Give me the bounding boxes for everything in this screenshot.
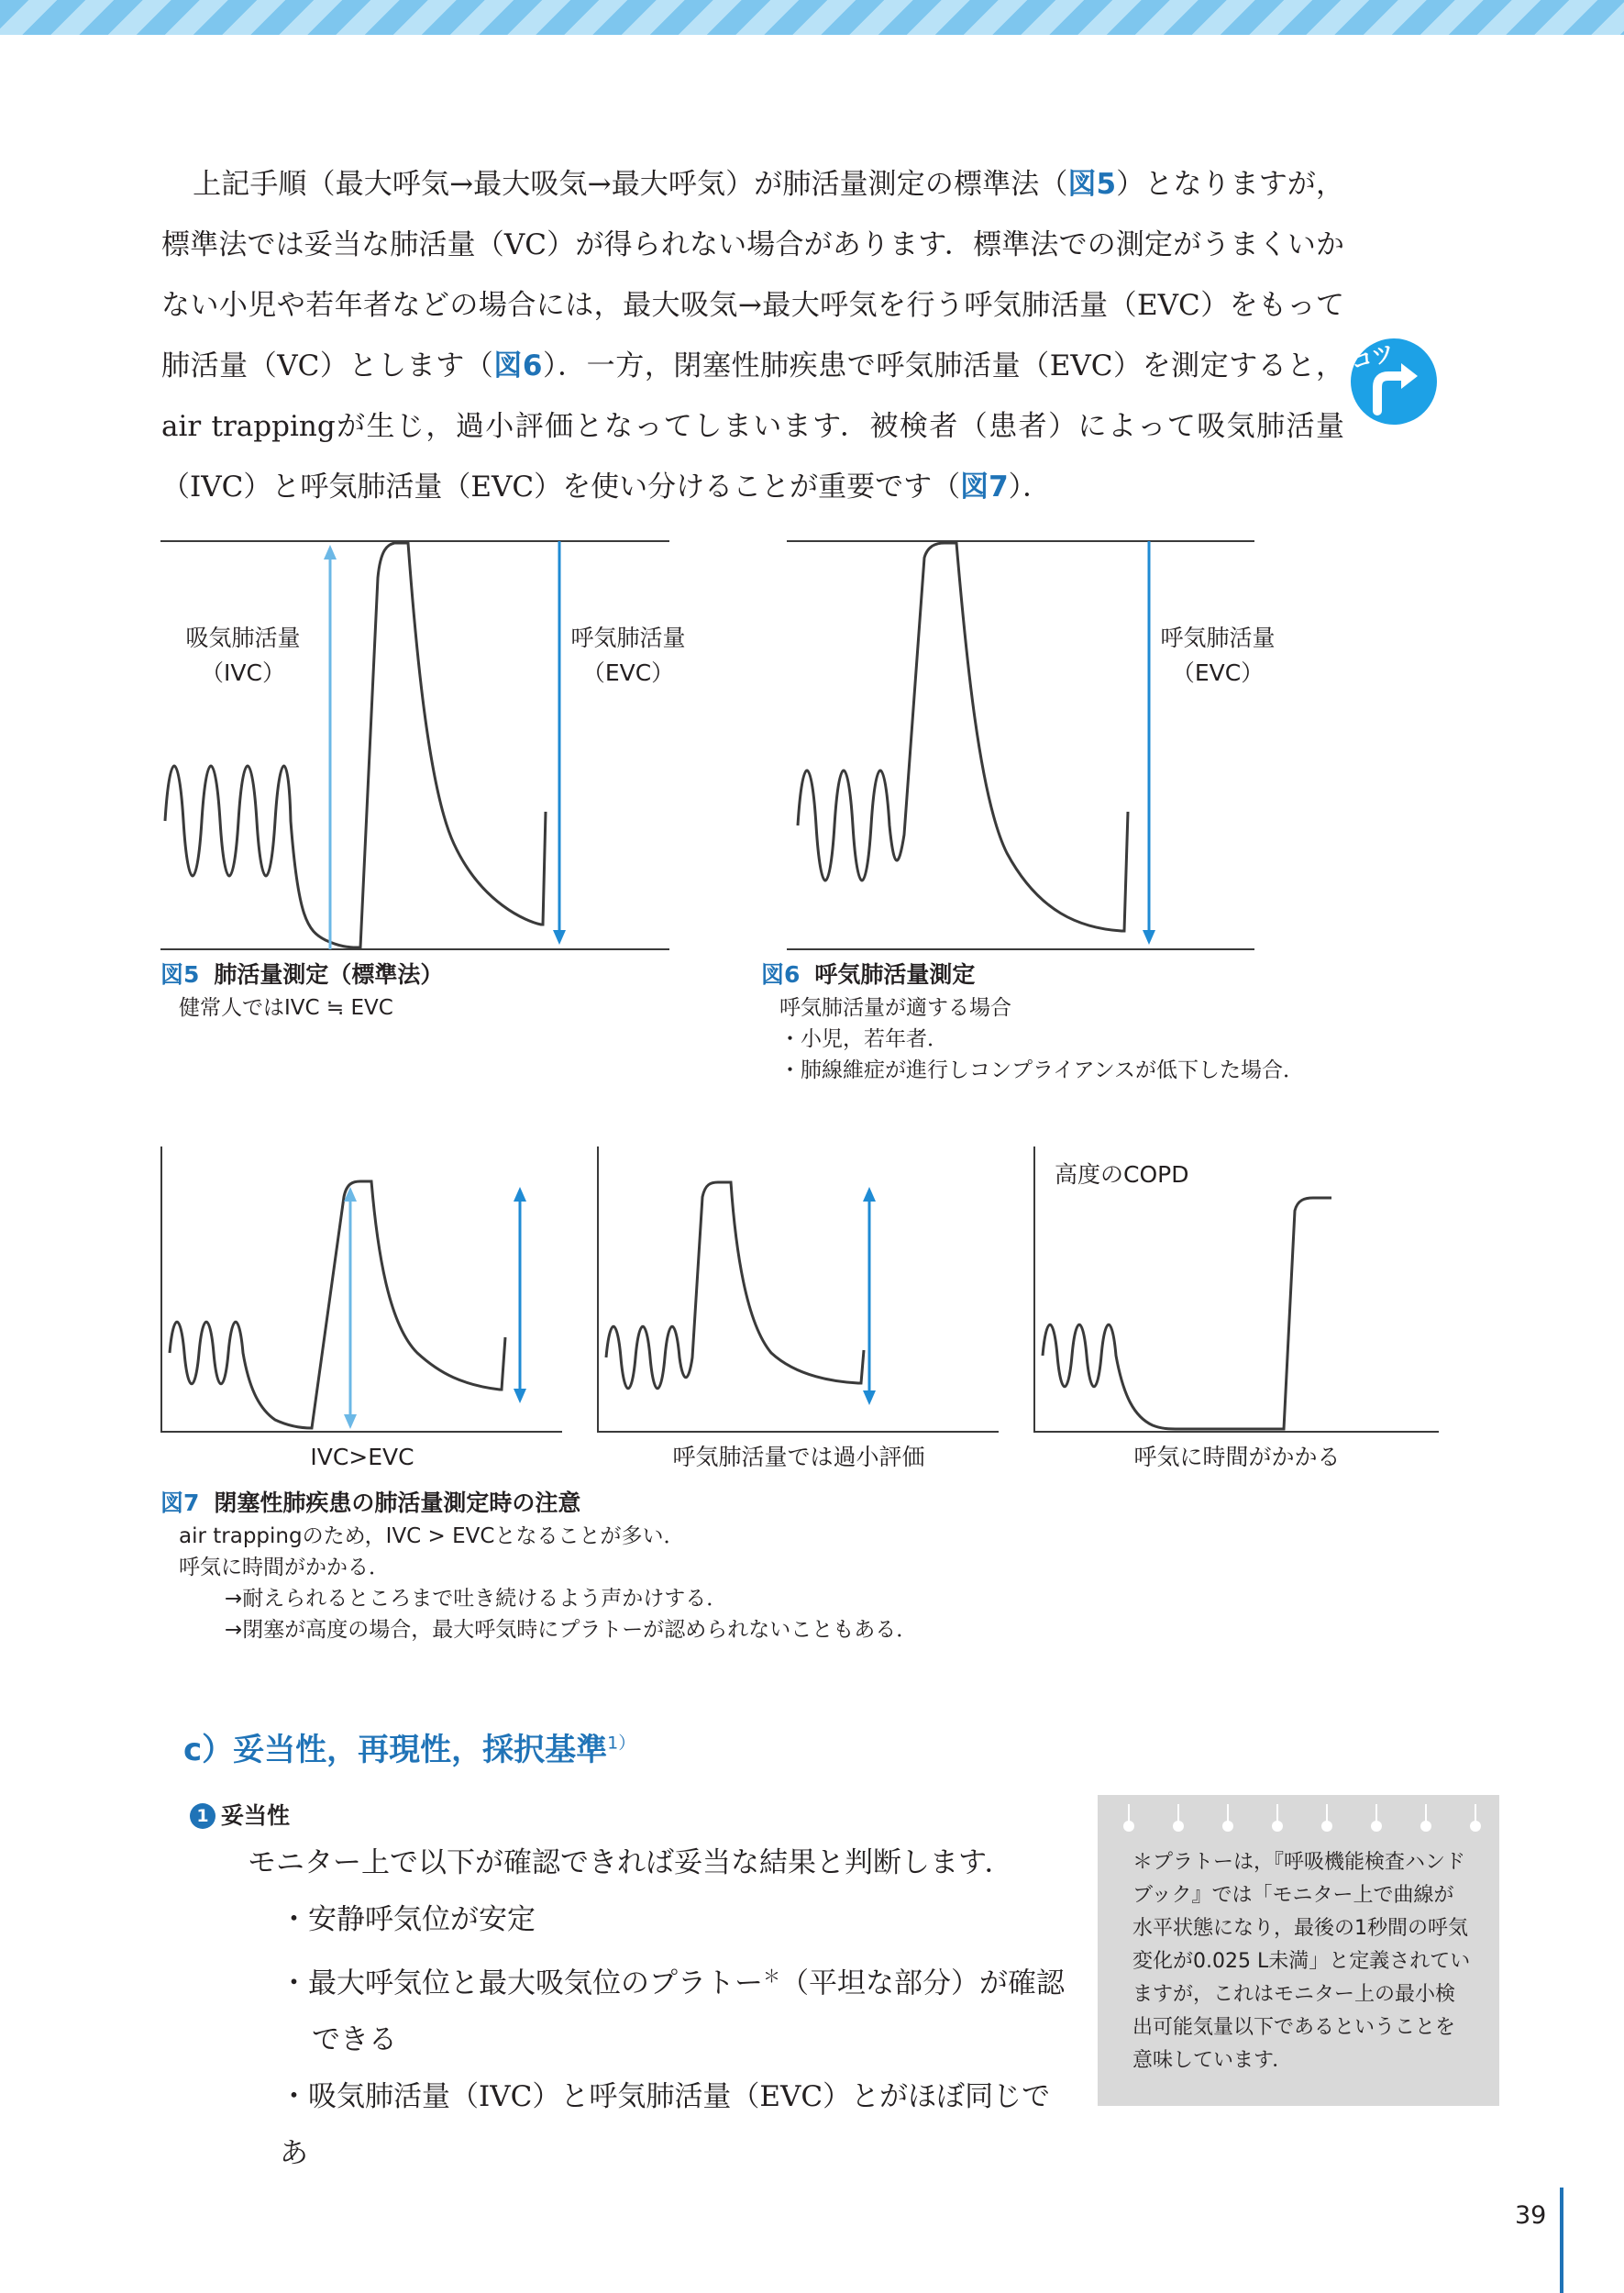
sub-heading-number: 1 <box>190 1803 215 1829</box>
fig6-caption-line: ・肺線維症が進行しコンプライアンスが低下した場合． <box>779 1058 1305 1082</box>
fig7-panel1-plot <box>160 1146 564 1435</box>
fig5-number: 図5 <box>160 961 200 988</box>
fig6-spirogram-curve <box>798 543 1128 931</box>
fig6-number: 図6 <box>761 961 801 988</box>
validity-bullet: ・安静呼気位が安定 <box>280 1903 536 1936</box>
fig7-panel3-title: 高度のCOPD <box>1055 1161 1189 1188</box>
validity-intro: モニター上で以下が確認できれば妥当な結果と判断します． <box>248 1846 1013 1879</box>
fig6-caption <box>761 959 1403 1086</box>
fig7-panel1-evc-arrowhead-up <box>514 1187 526 1202</box>
fig7-caption-line: →閉塞が高度の場合，最大呼気時にプラトーが認められないこともある． <box>225 1618 918 1642</box>
fig6-label-right-sub: （EVC） <box>1171 659 1265 686</box>
ref-fig6[interactable]: 図6 <box>493 349 543 382</box>
page-number: 39 <box>1515 2201 1547 2230</box>
section-ref: 1） <box>607 1733 636 1754</box>
intro-text-4: ）． <box>1008 471 1052 504</box>
fig7-title: 閉塞性肺疾患の肺活量測定時の注意 <box>214 1490 581 1516</box>
fig7-panel1-evc-arrowhead-down <box>514 1389 526 1403</box>
tip-badge-label: コツ <box>1347 339 1398 376</box>
fig6-caption-line: 呼気肺活量が適する場合 <box>779 996 1011 1020</box>
section-heading <box>183 1724 635 1769</box>
fig5-plot <box>160 532 686 954</box>
fig7-panel1-arrowhead-down <box>344 1414 357 1429</box>
fig7-panel3-label: 呼気に時間がかかる <box>1133 1444 1341 1470</box>
fig5-label-left <box>179 621 307 691</box>
fig5-caption <box>160 959 711 1024</box>
fig5-label-left-main: 吸気肺活量 <box>185 625 301 651</box>
fig7-panel3-curve <box>1043 1198 1331 1429</box>
validity-bullet2-text-b: （平坦な部分）が確認 <box>780 1966 1066 2000</box>
section-title: c）妥当性，再現性，採択基準 <box>183 1732 608 1768</box>
fig6-label-right <box>1154 621 1282 691</box>
footnote-box <box>1098 1795 1499 2106</box>
fig7-panel2-plot <box>597 1146 1000 1435</box>
fig7-caption-line: →耐えられるところまで吐き続けるよう声かけする． <box>225 1587 728 1611</box>
fig5-spirogram-curve <box>165 543 546 947</box>
sub-heading-validity <box>190 1798 290 1831</box>
validity-list <box>248 1834 1073 2182</box>
validity-bullet-continued: できる <box>312 2023 397 2057</box>
fig7-panel2-arrowhead-up <box>863 1187 876 1202</box>
footnote-text: ＊プラトーは，『呼吸機能検査ハンドブック』では「モニター上で曲線が水平状態になり，最後の1秒間の呼気変化が0.025 L未満」と定義されていますが，これはモニター上の最小検出可能気量以下であるということを意味しています． <box>1132 1851 1471 2072</box>
intro-text-3: ）．一方，閉塞性肺疾患で呼気肺活量（EVC）を測定すると，air trappingが生じ，過小評価となってしまいます．被検者（患者）によって吸気肺活量（IVC）と呼気肺活量（EVC）を使い分けることが重要です（ <box>161 349 1345 504</box>
ref-fig5[interactable]: 図5 <box>1067 168 1117 201</box>
fig7-panel2-label: 呼気肺活量では過小評価 <box>672 1444 925 1470</box>
fig7-panel1-curve <box>170 1181 505 1428</box>
fig7-caption-line: 呼気に時間がかかる． <box>179 1556 390 1579</box>
footnote-marker: ＊ <box>763 1966 781 1987</box>
fig5-ivc-arrowhead <box>324 545 337 559</box>
fig7-panel2-arrowhead-down <box>863 1390 876 1405</box>
fig5-label-right <box>564 621 692 691</box>
fig5-label-right-sub: （EVC） <box>581 659 675 686</box>
validity-bullet <box>248 1948 1073 2011</box>
fig5-evc-arrowhead <box>553 930 566 945</box>
validity-bullet2-text: ・最大呼気位と最大吸気位のプラトー <box>280 1966 763 2000</box>
fig7-panel1-label: IVC>EVC <box>310 1444 414 1470</box>
fig6-caption-line: ・小児，若年者． <box>779 1027 948 1051</box>
fig5-caption-line: 健常人ではIVC ≒ EVC <box>179 996 393 1020</box>
tip-badge <box>1348 336 1440 427</box>
fig6-title: 呼気肺活量測定 <box>814 961 976 988</box>
fig7-panel3-plot <box>1033 1146 1441 1435</box>
fig7-caption <box>160 1488 1353 1645</box>
sub-heading-title: 妥当性 <box>221 1802 291 1829</box>
fig6-evc-arrowhead <box>1143 930 1155 945</box>
fig6-label-right-main: 呼気肺活量 <box>1160 625 1276 651</box>
fig5-label-left-sub: （IVC） <box>201 659 285 686</box>
validity-bullet: ・吸気肺活量（IVC）と呼気肺活量（EVC）とがほぼ同じであ <box>280 2080 1051 2171</box>
intro-text-1: 上記手順（最大呼気→最大吸気→最大呼気）が肺活量測定の標準法（ <box>193 168 1068 201</box>
intro-paragraph <box>161 154 1344 517</box>
fig7-caption-line: air trappingのため，IVC > EVCとなることが多い． <box>179 1524 685 1548</box>
fig7-number: 図7 <box>160 1490 200 1516</box>
intro-text-2: ）となりますが，標準法では妥当な肺活量（VC）が得られない場合があります．標準法での測定がうまくいかない小児や若年者などの場合には，最大吸気→最大呼気を行う呼気肺活量（EVC）をもって肺活量（VC）とします（ <box>161 168 1344 382</box>
page-number-rule <box>1560 2188 1563 2293</box>
fig5-label-right-main: 呼気肺活量 <box>570 625 686 651</box>
top-stripe-band <box>0 0 1624 35</box>
ref-fig7[interactable]: 図7 <box>960 471 1009 504</box>
fig7-panel2-curve <box>606 1182 864 1389</box>
fig6-plot <box>787 532 1276 954</box>
fig5-title: 肺活量測定（標準法） <box>214 961 444 988</box>
